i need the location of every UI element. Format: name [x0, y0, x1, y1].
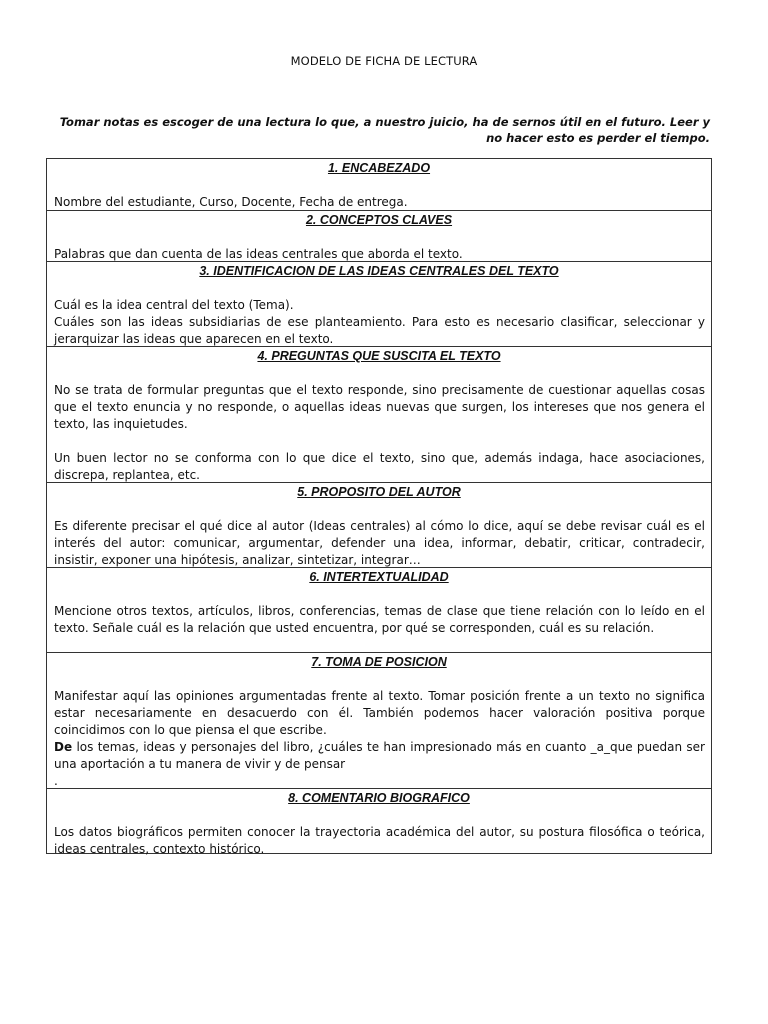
section-paragraph: Mencione otros textos, artículos, libros, conferencias, temas de clase que tiene relación con lo leído en el texto. Señale cuál es la relación que usted encuentra, por qué se corresponden, cuál es su relación. [54, 604, 705, 635]
section-body [47, 807, 711, 858]
section-heading: 5. PROPOSITO DEL AUTOR [297, 485, 461, 499]
section-heading: 2. CONCEPTOS CLAVES [305, 213, 453, 227]
section-paragraph: Cuál es la idea central del texto (Tema). [54, 298, 294, 312]
section-paragraph: Los datos biográficos permiten conocer la trayectoria académica del autor, su postura filosófica o teórica, ideas centrales, contexto histórico. [54, 825, 705, 856]
section-paragraph: Palabras que dan cuenta de las ideas centrales que aborda el texto. [54, 247, 463, 261]
section-body [47, 177, 711, 211]
section-body [47, 280, 711, 348]
section-heading: 4. PREGUNTAS QUE SUSCITA EL TEXTO [257, 349, 501, 363]
section-heading: 7. TOMA DE POSICION [311, 655, 447, 669]
section-comentario-biografico [47, 788, 711, 854]
section-body [47, 501, 711, 569]
section-heading: 1. ENCABEZADO [327, 161, 431, 175]
section-paragraph: No se trata de formular preguntas que el texto responde, sino precisamente de cuestionar aquellas cosas que el texto enuncia y no responde, o aquellas ideas nuevas que surgen, los intereses que nos genera el texto, las inquietudes. [54, 383, 705, 431]
section-ideas-centrales [47, 261, 711, 346]
section-body [47, 586, 711, 637]
section-paragraph: Un buen lector no se conforma con lo que dice el texto, sino que, además indaga, hace asociaciones, discrepa, replantea, etc. [54, 451, 705, 482]
section-heading: 6. INTERTEXTUALIDAD [309, 570, 449, 584]
section-body [47, 671, 711, 790]
section-paragraph: . [54, 774, 58, 788]
reading-card-table [46, 158, 712, 854]
section-heading: 3. IDENTIFICACION DE LAS IDEAS CENTRALES DEL TEXTO [199, 264, 559, 278]
section-heading: 8. COMENTARIO BIOGRAFICO [288, 791, 470, 805]
section-body [47, 365, 711, 484]
section-paragraph: Nombre del estudiante, Curso, Docente, Fecha de entrega. [54, 195, 408, 209]
intro-paragraph: Tomar notas es escoger de una lectura lo que, a nuestro juicio, ha de sernos útil en el futuro. Leer y no hacer esto es perder el tiempo. [59, 115, 710, 145]
section-conceptos-claves [47, 210, 711, 261]
section-preguntas [47, 346, 711, 482]
section-paragraph: Manifestar aquí las opiniones argumentadas frente al texto. Tomar posición frente a un texto no significa estar necesariamente en desacuerdo con él. También podemos hacer valoración positiva porque coincidimos con lo que piensa el que escribe. [54, 689, 705, 737]
section-body [47, 229, 711, 263]
lead-word: De [54, 740, 73, 754]
document-title: MODELO DE FICHA DE LECTURA [290, 54, 478, 68]
section-encabezado [47, 159, 711, 210]
section-proposito [47, 482, 711, 567]
section-paragraph-text: los temas, ideas y personajes del libro, ¿cuáles te han impresionado más en cuanto _a_que puedan ser una aportación a tu manera de vivir y de pensar [54, 740, 705, 771]
section-paragraph-with-lead [54, 739, 705, 773]
section-paragraph: Es diferente precisar el qué dice al autor (Ideas centrales) al cómo lo dice, aquí se debe revisar cuál es el interés del autor: comunicar, argumentar, defender una idea, informar, debatir, criticar, contradecir, insistir, exponer una hipótesis, analizar, sintetizar, integrar… [54, 519, 705, 567]
section-paragraph: Cuáles son las ideas subsidiarias de ese planteamiento. Para esto es necesario clasificar, seleccionar y jerarquizar las ideas que aparecen en el texto. [54, 315, 705, 346]
section-intertextualidad [47, 567, 711, 652]
section-toma-de-posicion [47, 652, 711, 788]
